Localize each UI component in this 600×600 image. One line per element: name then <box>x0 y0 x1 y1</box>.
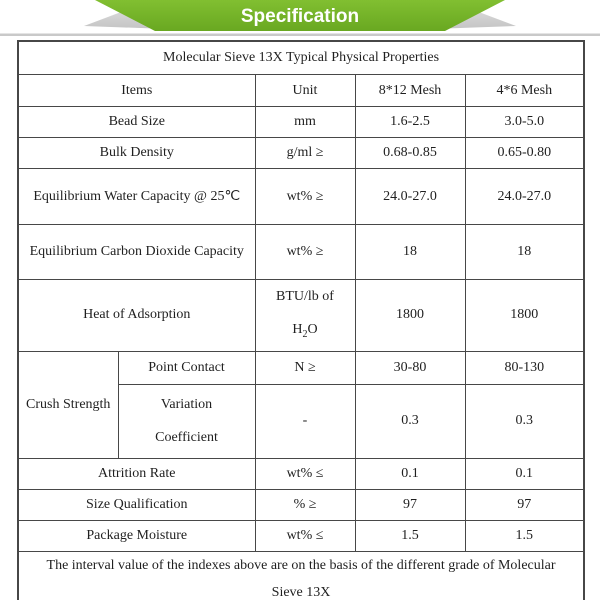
row-co2-capacity <box>18 225 584 280</box>
mesh46-value: 0.3 <box>465 384 584 458</box>
row-size-qualification <box>18 489 584 520</box>
row-heat-of-adsorption <box>18 280 584 352</box>
mesh46-value: 97 <box>465 489 584 520</box>
row-package-moisture <box>18 520 584 551</box>
footer-line2: Sieve 13X <box>271 585 331 600</box>
unit-value: wt% ≥ <box>255 169 355 225</box>
spec-table <box>17 40 585 600</box>
table-title: Molecular Sieve 13X Typical Physical Properties <box>18 41 584 75</box>
item-label: Bulk Density <box>18 138 255 169</box>
mesh812-value: 1.6-2.5 <box>355 107 465 138</box>
unit-value <box>255 280 355 352</box>
item-label: Bead Size <box>18 107 255 138</box>
mesh812-value: 18 <box>355 225 465 280</box>
row-attrition-rate <box>18 458 584 489</box>
mesh812-value: 1.5 <box>355 520 465 551</box>
item-label: Package Moisture <box>18 520 255 551</box>
item-line1: Variation <box>160 397 213 413</box>
unit-line1: BTU/lb of <box>276 289 334 304</box>
mesh812-value: 0.68-0.85 <box>355 138 465 169</box>
mesh46-value: 3.0-5.0 <box>465 107 584 138</box>
mesh812-value: 0.3 <box>355 384 465 458</box>
specification-banner <box>0 0 600 40</box>
footer-line1: The interval value of the indexes above are on the basis of the different grade of Molecular <box>46 558 556 574</box>
unit-value: - <box>255 384 355 458</box>
unit-value: wt% ≤ <box>255 458 355 489</box>
mesh46-value: 1800 <box>465 280 584 352</box>
unit-value: g/ml ≥ <box>255 138 355 169</box>
banner-underline <box>0 34 600 37</box>
item-label <box>118 384 255 458</box>
unit-value: N ≥ <box>255 351 355 384</box>
row-water-capacity <box>18 169 584 225</box>
item-label: Size Qualification <box>18 489 255 520</box>
mesh46-value: 0.65-0.80 <box>465 138 584 169</box>
header-mesh-46: 4*6 Mesh <box>465 75 584 107</box>
table-header-row <box>18 75 584 107</box>
unit-value: wt% ≤ <box>255 520 355 551</box>
mesh812-value: 97 <box>355 489 465 520</box>
item-label: Attrition Rate <box>18 458 255 489</box>
footer-note <box>18 551 584 600</box>
header-mesh-812: 8*12 Mesh <box>355 75 465 107</box>
item-label: Equilibrium Carbon Dioxide Capacity <box>18 225 255 280</box>
unit-line2: $H_2O$ <box>292 322 318 340</box>
row-bulk-density <box>18 138 584 169</box>
mesh812-value: 24.0-27.0 <box>355 169 465 225</box>
mesh812-value: 1800 <box>355 280 465 352</box>
unit-value: % ≥ <box>255 489 355 520</box>
unit-value: wt% ≥ <box>255 225 355 280</box>
table-footer-row <box>18 551 584 600</box>
banner-title: Specification <box>240 6 360 27</box>
item-label: Equilibrium Water Capacity @ 25℃ <box>18 169 255 225</box>
mesh46-value: 24.0-27.0 <box>465 169 584 225</box>
header-unit: Unit <box>255 75 355 107</box>
table-title-row <box>18 41 584 75</box>
crush-strength-group-label: Crush Strength <box>18 351 118 458</box>
unit-value: mm <box>255 107 355 138</box>
header-items: Items <box>18 75 255 107</box>
mesh46-value: 18 <box>465 225 584 280</box>
mesh812-value: 30-80 <box>355 351 465 384</box>
mesh46-value: 0.1 <box>465 458 584 489</box>
mesh46-value: 80-130 <box>465 351 584 384</box>
item-line2: Coefficient <box>155 430 218 446</box>
mesh812-value: 0.1 <box>355 458 465 489</box>
item-label: Heat of Adsorption <box>18 280 255 352</box>
row-crush-point-contact <box>18 351 584 384</box>
row-bead-size <box>18 107 584 138</box>
item-label: Point Contact <box>118 351 255 384</box>
mesh46-value: 1.5 <box>465 520 584 551</box>
